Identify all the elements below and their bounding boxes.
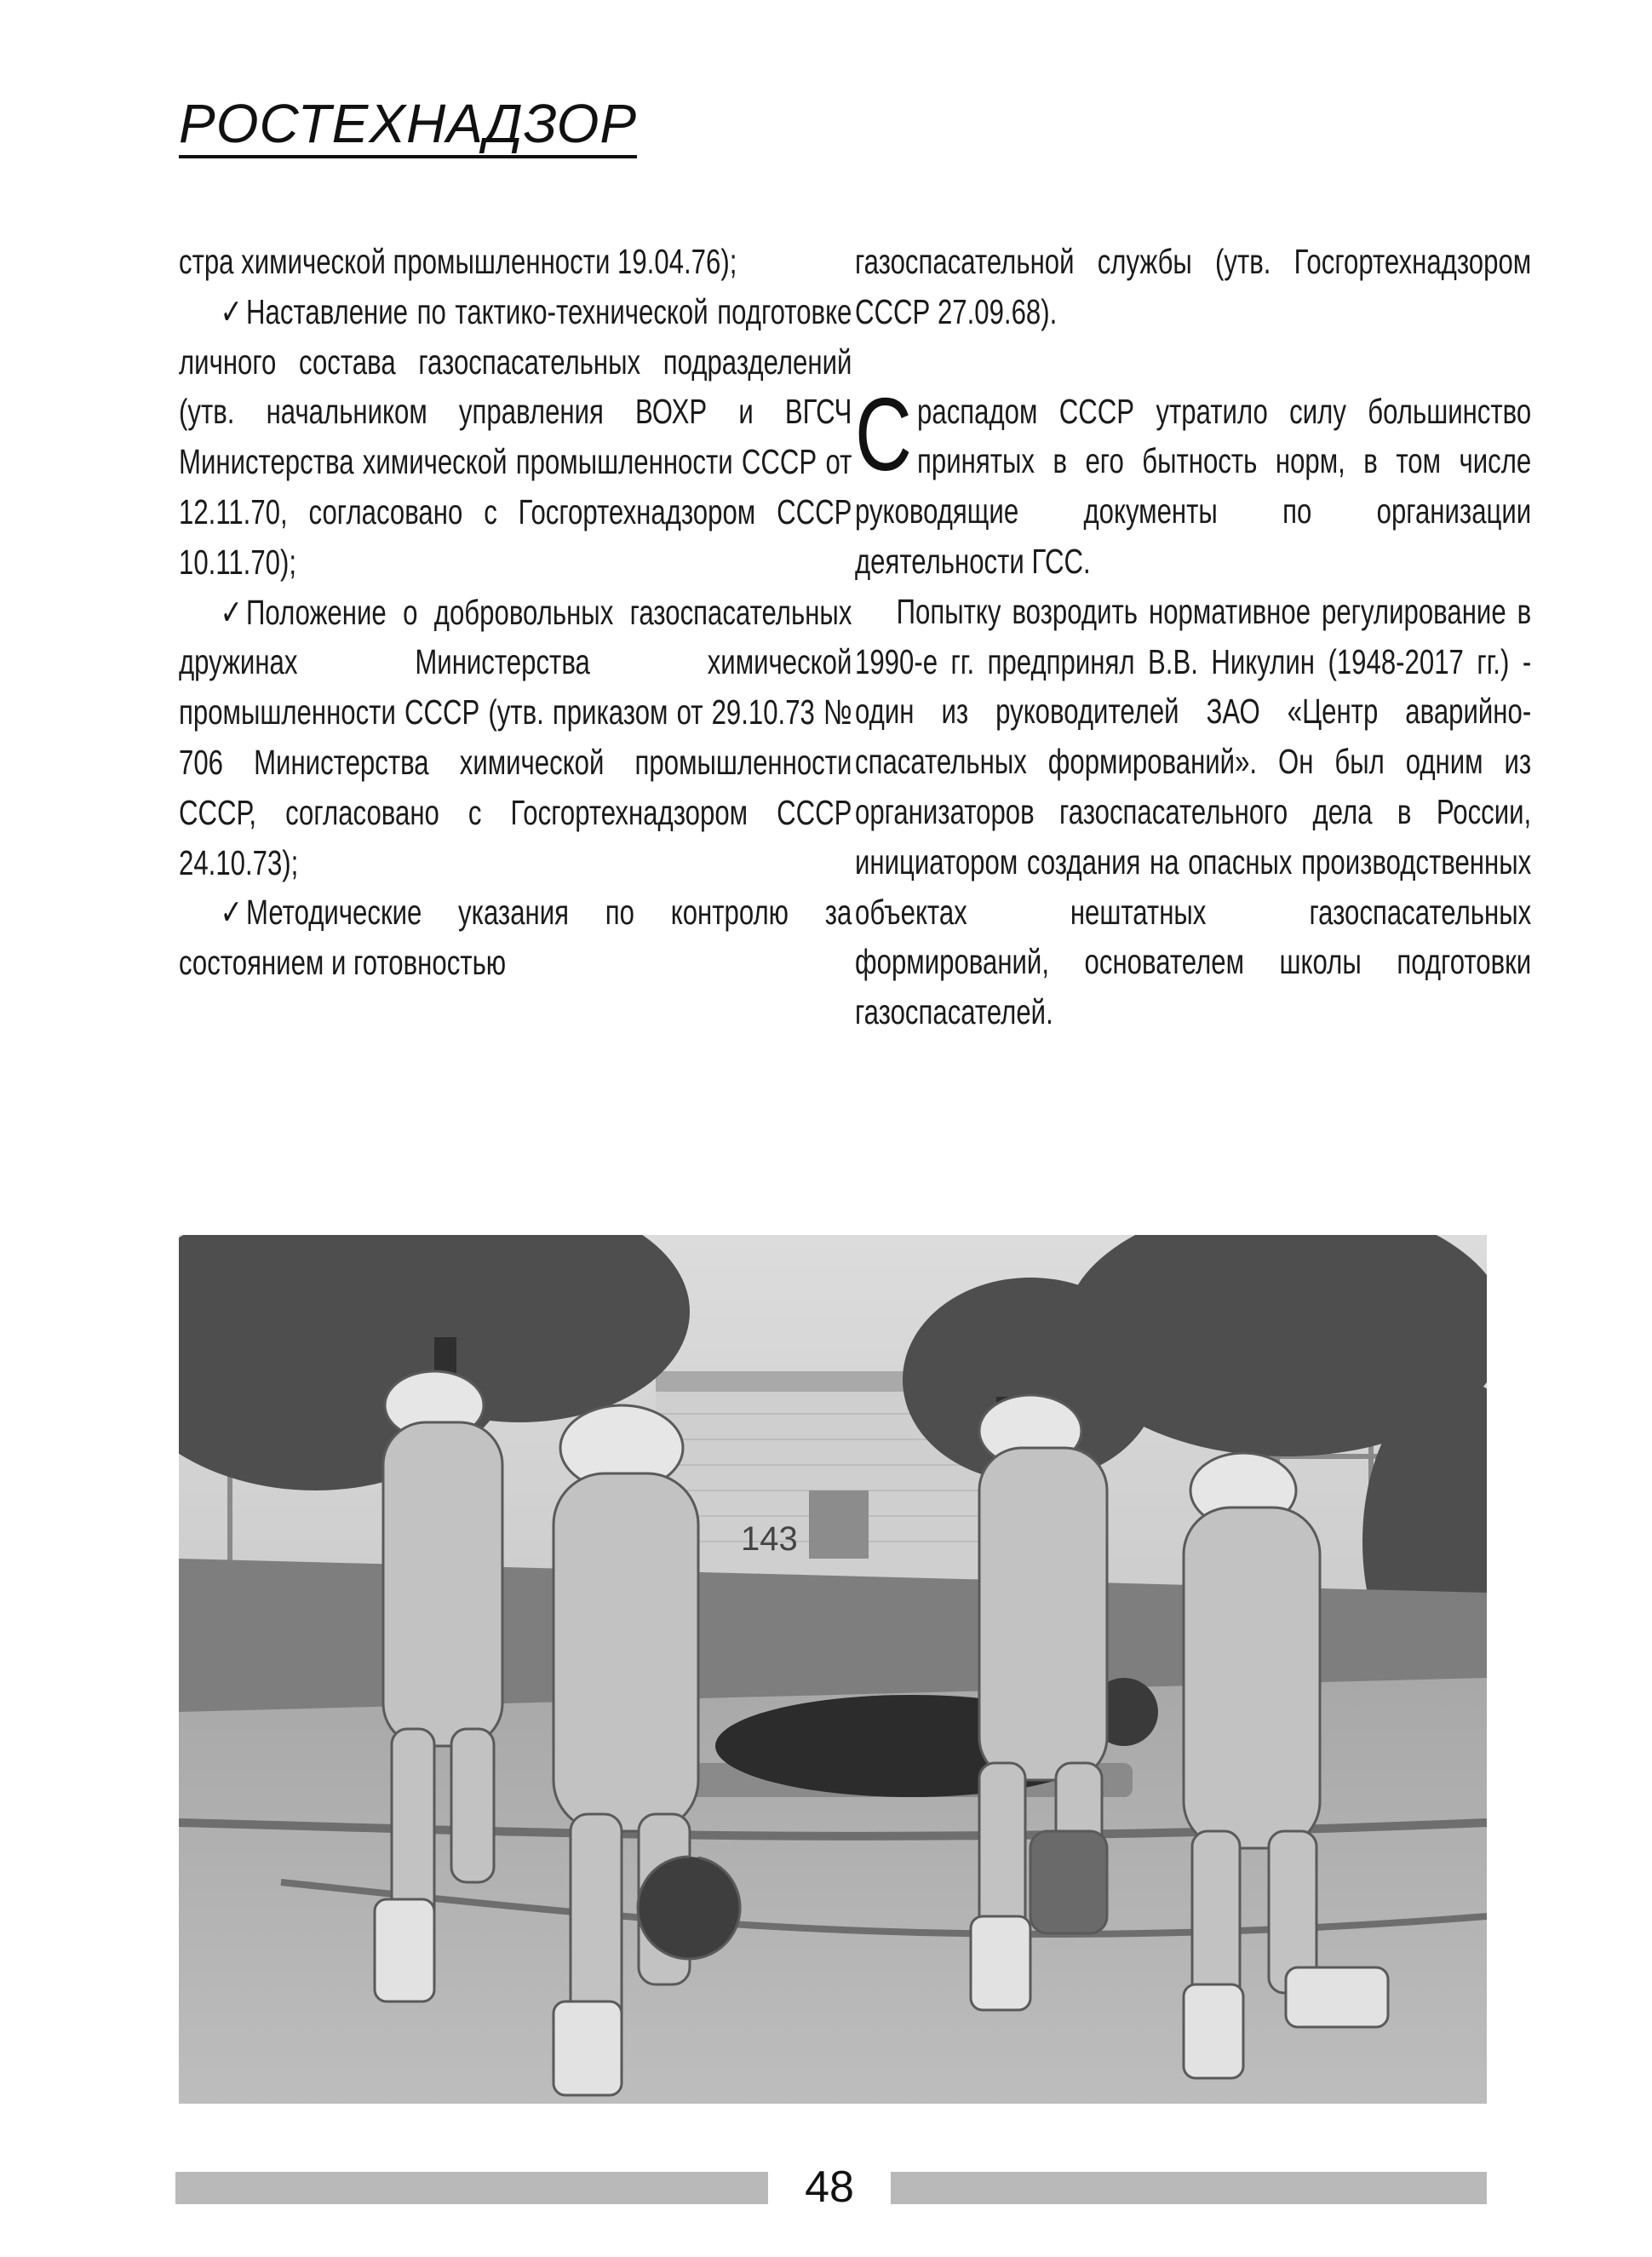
rescuers-photo [179,1235,1487,2104]
left-text-column [179,237,852,988]
rescuer-3 [971,1395,1107,2010]
running-header: РОСТЕХНАДЗОР [179,95,637,158]
page-number: 48 [805,2162,854,2212]
checkmark-icon: ✓ [220,592,243,632]
right-paragraph-1: газоспасательной службы (утв. Госгортехнадзором СССР 27.09.68). [855,242,1532,331]
checkmark-icon: ✓ [220,291,243,331]
right-paragraph-3: Попытку возродить нормативное регулирование в 1990-е гг. предпринял В.В. Никулин (1948-2017 гг.) - один из руководителей ЗАО «Центр аварийно-спасательных формирований». Он был одним из организаторов газоспасательного дела в России, инициатором создания на опасных производственных объектах нештатных газоспасательных формирований, основателем школы подготовки газоспасателей. [855,591,1532,1032]
checkmark-icon: ✓ [220,893,243,933]
footer-bar-left [175,2172,768,2204]
left-paragraph-1: стра химической промышленности 19.04.76); [179,242,737,281]
building-number-sign: 143 [741,1520,798,1558]
right-paragraph-2-text: распадом СССР утратило силу большинство принятых в его бытность норм, в том числе руководящие документы по организации деятельности ГСС. [855,391,1532,581]
right-text-column [855,237,1531,1037]
left-list-item-1-text: Наставление по тактико-технической подготовке личного состава газоспасательных подразделений (утв. начальником управления ВОХР и ВГСЧ Министерства химической промышленности СССР от 12.11.70, согласовано с Госгортехнадзором СССР 10.11.70); [179,291,852,582]
left-list-item-3 [179,887,852,988]
left-list-item-2 [179,588,852,888]
left-list-item-1 [179,287,852,588]
right-paragraph-2 [855,376,1532,587]
left-list-item-2-text: Положение о добровольных газоспасательных дружинах Министерства химической промышленности СССР (утв. приказом от 29.10.73 № 706 Министерства химической промышленности СССР, согласовано с Госгортехнадзором СССР 24.10.73); [179,592,852,882]
drop-cap: С [855,376,912,492]
left-list-item-3-text: Методические указания по контролю за состоянием и готовностью [179,893,852,983]
footer-bar-right [891,2172,1487,2204]
